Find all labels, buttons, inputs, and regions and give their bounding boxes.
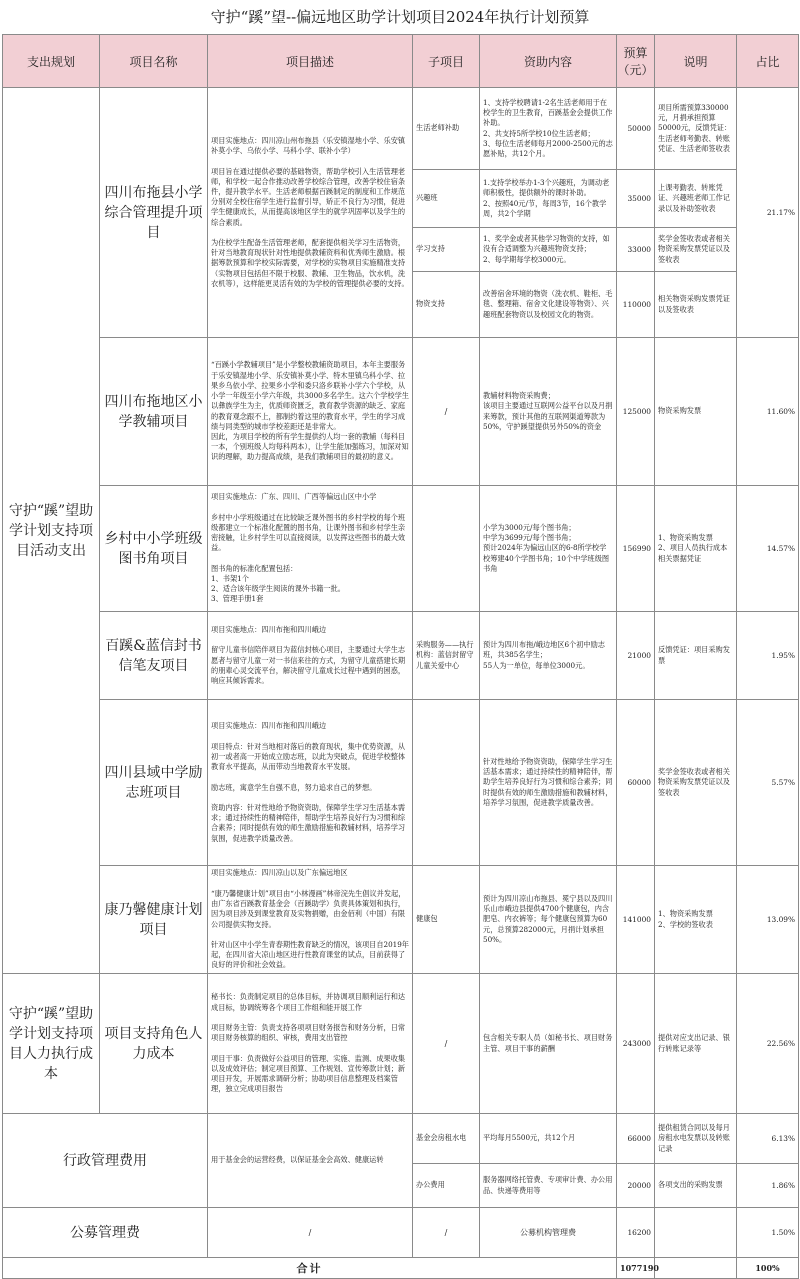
funding-content: 服务器网络托管费、专项审计费、办公用品、快递等费用等: [480, 1164, 617, 1208]
funding-content: 包含相关专职人员（如秘书长、项目财务主管、项目干事的薪酬: [480, 974, 617, 1114]
document-title: 守护“蹊”望--偏远地区助学计划项目2024年执行计划预算: [210, 8, 590, 26]
funding-content: 针对性地给予物资资助，保障学生学习生活基本需求；通过持续性的精神陪伴，帮助学生培养良好行为习惯和综合素养；同时提供有效的师生激励措施和教辅材料，培养学习氛围，促进教学质量改善。: [480, 700, 617, 866]
note-cell: 1、物资采购发票 2、项目人员执行成本相关票据凭证: [655, 486, 737, 612]
note-cell: 上课考勤表、转账凭证、兴趣班老师工作记录以及补助签收表: [655, 170, 737, 228]
sub-project: 学习支持: [413, 228, 480, 272]
sub-project: /: [413, 338, 480, 486]
budget-value: 60000: [617, 700, 655, 866]
category-cell: 守护“蹊”望助学计划支持项目活动支出: [3, 88, 100, 974]
project-description: 项目实施地点：四川凉山州布拖县（乐安镇湿地小学、乐安镇补莫小学、乌依小学、马科小学、联补小学） 项目旨在通过提供必要的基础物资，帮助学校引入生活管理老师，和学校一起合作推动改善学校综合管理，改善学校住宿条件，提升教学水平。生活老师根据百蹊制定的制度和工作规范分别对全校住宿学生进行监督引导，矫正不良行为习惯，促进学生健康成长，从而提高该地区学生的就学巩固率以及学生的综合素质。 为住校学生配备生活管理老师，配套提供相关学习生活物资，针对当地教育现状针对性地提供教辅资料和优秀师生激励。根据筹款预算和学校实际需要，对学校的实物项目实施精准支持（实物项目包括但不限于校服、教辅、卫生物品，饮水机，洗衣机等），这样能更灵活有效的为学校的管理提供必要的支持。: [208, 88, 413, 338]
project-description: 项目实施地点：四川凉山以及广东偏远地区 “康乃馨健康计划”项目由“小林漫画”林帝浣先生倡议并发起，由广东省百蹊教育基金会（百蹊助学）负责具体策划和执行，因为项目涉及到课堂教育及实物捐赠，由金佰利（中国）有限公司提供实物支持。 针对山区中小学生青春期性教育缺乏的情况，该项目自2019年起，在四川省大凉山地区进行性教育课堂的试点，目前获得了良好的评价和社会效益。: [208, 866, 413, 974]
sub-project: 物资支持: [413, 272, 480, 338]
project-name: 项目支持角色人力成本: [100, 974, 208, 1114]
total-percentage: 100%: [737, 1258, 799, 1279]
budget-value: 243000: [617, 974, 655, 1114]
table-row: [3, 974, 799, 1114]
sub-project: 基金会房租水电: [413, 1114, 480, 1164]
note-cell: 相关物资采购发票凭证以及签收表: [655, 272, 737, 338]
percentage-cell: 22.56%: [737, 974, 799, 1114]
percentage-cell: 13.09%: [737, 866, 799, 974]
note-cell: 反馈凭证：项目采购发票: [655, 612, 737, 700]
project-description: 用于基金会的运营经费，以保证基金会高效、健康运转: [208, 1114, 413, 1208]
percentage-cell: 6.13%: [737, 1114, 799, 1164]
note-cell: 物资采购发票: [655, 338, 737, 486]
funding-content: 1、支持学校聘请1-2名生活老师用于在校学生的卫生教育，百蹊基金会提供工作补助。 2、共支持5所学校10位生活老师； 3、每位生活老师每月2000-2500元的志愿补贴，共12个月。: [480, 88, 617, 170]
table-header-row: [3, 35, 799, 88]
funding-content: 1、奖学金或者其他学习物资的支持，如没有合适调整为兴趣班物资支持； 2、每学期每学校3000元。: [480, 228, 617, 272]
header-cell: 项目名称: [100, 35, 208, 88]
header-cell: 资助内容: [480, 35, 617, 88]
sub-project: /: [413, 1208, 480, 1258]
budget-value: 156990: [617, 486, 655, 612]
funding-content: 1.支持学校举办1-3个兴趣班，为调动老师积极性，提供额外的课时补助。 2、按照40元/节，每周3节，16个教学周，共2个学期: [480, 170, 617, 228]
budget-value: 21000: [617, 612, 655, 700]
note-cell: 1、物资采购发票 2、学校的签收表: [655, 866, 737, 974]
note-cell: [655, 1208, 737, 1258]
header-cell: 说明: [655, 35, 737, 88]
percentage-cell: 1.86%: [737, 1164, 799, 1208]
table-row: [3, 1114, 799, 1164]
funding-content: 公募机构管理费: [480, 1208, 617, 1258]
project-description: 项目实施地点：四川布拖和四川峨边 项目特点：针对当地相对落后的教育现状，集中优势资源，从初一或者高一开始成立励志班，以此为突破点，促进学校整体教育水平提高，从而带动当地教育水平发展。 励志班，寓意学生自强不息，努力追求自己的梦想。 资助内容：针对性地给予物资资助，保障学生学习生活基本需求；通过持续性的精神陪伴，帮助学生培养良好行为习惯和综合素养；同时提供有效的师生激励措施和教辅材料，培养学习氛围，促进教学质量改善。: [208, 700, 413, 866]
table-row: [3, 88, 799, 170]
category-cell: 公募管理费: [3, 1208, 208, 1258]
budget-table: [2, 34, 799, 1279]
funding-content: 预计为四川凉山布拖县、冕宁县以及四川乐山市峨边县提供4700个健康包，内含肥皂、内衣裤等；每个健康包预算为60元，总预算282000元，月捐计划承担50%。: [480, 866, 617, 974]
project-description: “百蹊小学教辅项目”是小学整校教辅资助项目，本年主要服务于乐安镇湿地小学、乐安镇补莫小学、特木里镇乌科小学、拉果乡乌依小学、拉果乡小学和委只洛乡联补小学六个学校，从小学一年级至小学六年级，共3000多名学生。这六个学校学生以彝族学生为主，优质师资匮乏，教育教学资源的缺乏、家庭的教育观念跟不上，都制约着这里的教育水平，学生的学习成绩与同类型的城市学校差距还是非常大。 因此，为项目学校的所有学生提供约人均一套的教辅（每科目一本，个别班级人均每科两本），让学生能加强练习，加深对知识的理解，助力提高成绩，是我们教辅项目的最初的意义。: [208, 338, 413, 486]
budget-value: 50000: [617, 88, 655, 170]
table-row: [3, 700, 799, 866]
sub-project: 生活老师补助: [413, 88, 480, 170]
project-name: 四川县域中学励志班项目: [100, 700, 208, 866]
budget-value: 66000: [617, 1114, 655, 1164]
budget-value: 33000: [617, 228, 655, 272]
total-note: [655, 1258, 737, 1279]
sub-project: 健康包: [413, 866, 480, 974]
project-name: 四川布拖地区小学教辅项目: [100, 338, 208, 486]
budget-value: 110000: [617, 272, 655, 338]
note-cell: 提供租赁合同以及每月房租水电发票以及转账记录: [655, 1114, 737, 1164]
budget-value: 125000: [617, 338, 655, 486]
funding-content: 预计为四川布拖/峨边地区6个初中励志班，共385名学生； 55人为一单位，每单位3000元。: [480, 612, 617, 700]
funding-content: 小学为3000元/每个图书角； 中学为3699元/每个图书角； 预计2024年为偏远山区的6-8所学校学校筹建40个学图书角；10个中学班级图书角: [480, 486, 617, 612]
table-row: [3, 1208, 799, 1258]
percentage-cell: 1.50%: [737, 1208, 799, 1258]
table-row: [3, 612, 799, 700]
table-row: [3, 866, 799, 974]
sub-project: 兴趣班: [413, 170, 480, 228]
funding-content: 教辅材料物资采购费； 该项目主要通过互联网公益平台以及月捐来筹款，预计其他的互联网渠道筹款为50%，守护蹊望提供另外50%的资金: [480, 338, 617, 486]
percentage-cell: 21.17%: [737, 88, 799, 338]
percentage-cell: 11.60%: [737, 338, 799, 486]
project-description: /: [208, 1208, 413, 1258]
percentage-cell: 14.57%: [737, 486, 799, 612]
category-cell: 守护“蹊”望助学计划支持项目人力执行成本: [3, 974, 100, 1114]
project-description: 秘书长：负责制定项目的总体目标，并协调项目顺利运行和达成目标，协调统筹各个项目工作组和能开展工作 项目财务主管：负责支持各项项目财务报告和财务分析，日常项目财务核算的组织、审核，费用支出管控 项目干事：负责做好公益项目的管理、实施、监测、成果收集以及成效评估；制定项目预算、工作规划、宣传筹款计划；新项目开发，开展需求调研分析；协助项目信息整理及档案管理，独立完成项目报告: [208, 974, 413, 1114]
header-cell: 子项目: [413, 35, 480, 88]
project-name: 四川布拖县小学综合管理提升项目: [100, 88, 208, 338]
sub-project: 采购服务——执行机构：蓝信封留守儿童关爱中心: [413, 612, 480, 700]
header-cell: 占比: [737, 35, 799, 88]
project-name: 康乃馨健康计划项目: [100, 866, 208, 974]
table-row: [3, 338, 799, 486]
budget-value: 35000: [617, 170, 655, 228]
sub-project: [413, 486, 480, 612]
project-description: 项目实施地点：广东、四川、广西等偏远山区中小学 乡村中小学班级通过在比较缺乏课外图书的乡村学校的每个班级都建立一个标准化配置的图书角，让课外图书和乡村学生亲密接触，让乡村学生可以直接阅读，以发挥这些图书的最大效益。 图书角的标准化配置包括： 1、书架1个 2、适合该年级学生阅读的课外书籍一批。 3、管理手册1套: [208, 486, 413, 612]
budget-value: 20000: [617, 1164, 655, 1208]
total-budget: 1077190: [617, 1258, 655, 1279]
category-cell: 行政管理费用: [3, 1114, 208, 1208]
note-cell: 奖学金签收表或者相关物资采购发票凭证以及签收表: [655, 700, 737, 866]
table-row: [3, 486, 799, 612]
budget-value: 16200: [617, 1208, 655, 1258]
note-cell: 提供对应支出记录、银行转账记录等: [655, 974, 737, 1114]
sub-project: 办公费用: [413, 1164, 480, 1208]
budget-value: 141000: [617, 866, 655, 974]
total-row: [3, 1258, 799, 1279]
header-cell: 预算（元）: [617, 35, 655, 88]
funding-content: 平均每月5500元，共12个月: [480, 1114, 617, 1164]
sub-project: /: [413, 974, 480, 1114]
sub-project: [413, 700, 480, 866]
project-name: 百蹊&蓝信封书信笔友项目: [100, 612, 208, 700]
total-label: 合计: [3, 1258, 617, 1279]
funding-content: 改善宿舍环境的物资（洗衣机、鞋柜、毛毯、整理箱、宿舍文化建设等物资）、兴趣班配套物资以及校园文化的物资。: [480, 272, 617, 338]
note-cell: 奖学金签收表或者相关物资采购发票凭证以及签收表: [655, 228, 737, 272]
percentage-cell: 5.57%: [737, 700, 799, 866]
project-description: 项目实施地点：四川布拖和四川峨边 留守儿童书信陪伴项目为蓝信封核心项目，主要通过大学生志愿者与留守儿童一对一书信来往的方式，为留守儿童搭建长期的朋辈心灵交流平台，解决留守儿童成长过程中遇到的困惑，响应其倾诉需求。: [208, 612, 413, 700]
header-cell: 项目描述: [208, 35, 413, 88]
note-cell: 各项支出的采购发票: [655, 1164, 737, 1208]
percentage-cell: 1.95%: [737, 612, 799, 700]
header-cell: 支出规划: [3, 35, 100, 88]
note-cell: 项目所需预算330000元，月捐承担预算50000元，反馈凭证：生活老师考勤表、转账凭证、生活老师签收表: [655, 88, 737, 170]
project-name: 乡村中小学班级图书角项目: [100, 486, 208, 612]
